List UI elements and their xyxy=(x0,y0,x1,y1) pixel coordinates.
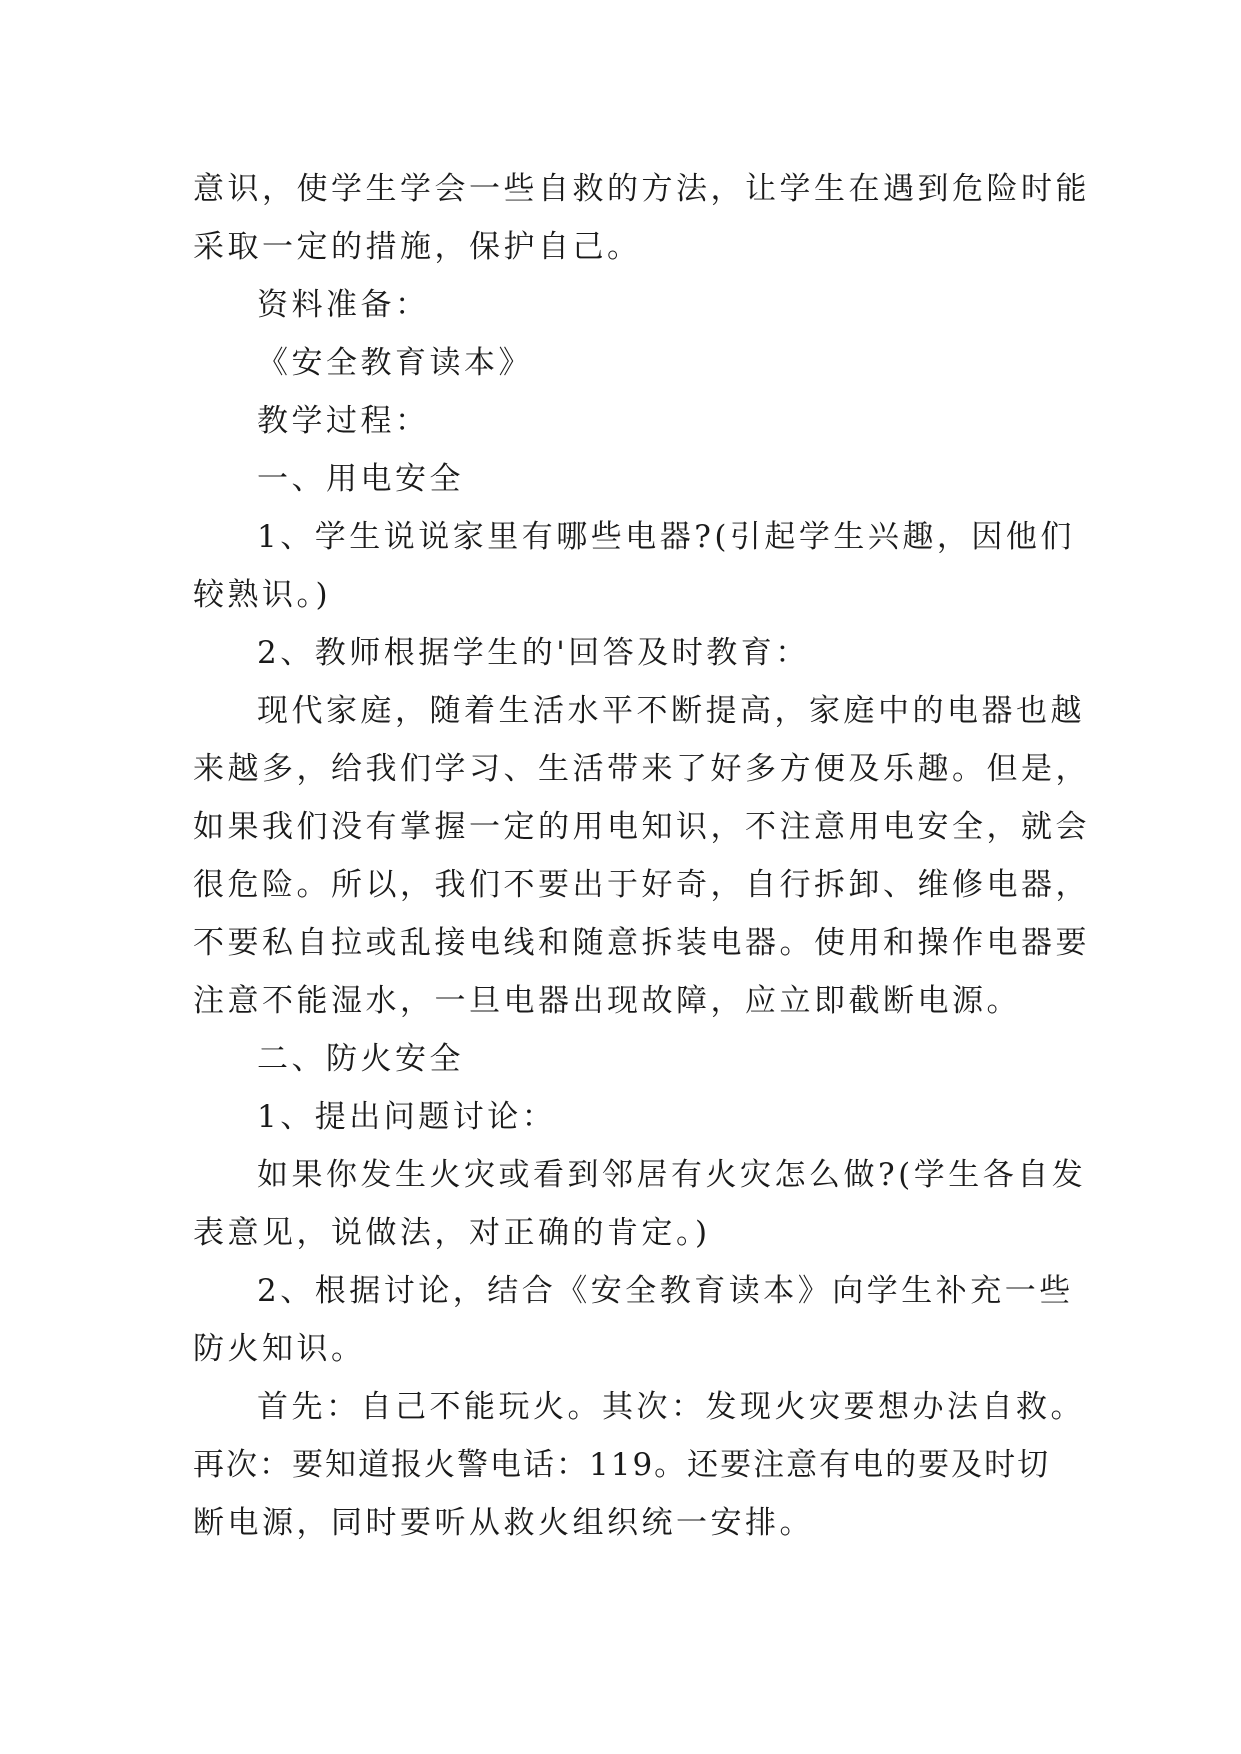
paragraph-line-7: 1、学生说说家里有哪些电器?(引起学生兴趣，因他们 xyxy=(257,519,1075,555)
paragraph-line-22: 首先：自己不能玩火。其次：发现火灾要想办法自救。 xyxy=(257,1389,1085,1425)
paragraph-line-13: 很危险。所以，我们不要出于好奇，自行拆卸、维修电器， xyxy=(193,867,1090,903)
document-body xyxy=(193,160,1090,1552)
paragraph-line-19: 表意见，说做法，对正确的肯定。) xyxy=(193,1215,711,1251)
paragraph-line-18: 如果你发生火灾或看到邻居有火灾怎么做?(学生各自发 xyxy=(257,1157,1087,1193)
paragraph-line-9: 2、教师根据学生的'回答及时教育： xyxy=(257,635,810,671)
paragraph-line-8: 较熟识。) xyxy=(193,577,332,613)
paragraph-line-2: 采取一定的措施，保护自己。 xyxy=(193,229,642,265)
paragraph-line-14: 不要私自拉或乱接电线和随意拆装电器。使用和操作电器要 xyxy=(193,925,1090,961)
paragraph-line-21: 防火知识。 xyxy=(193,1331,366,1367)
paragraph-line-24: 断电源，同时要听从救火组织统一安排。 xyxy=(193,1505,814,1541)
paragraph-line-12: 如果我们没有掌握一定的用电知识，不注意用电安全，就会 xyxy=(193,809,1090,845)
heading-electricity-safety: 一、用电安全 xyxy=(257,461,464,497)
section-label-process: 教学过程： xyxy=(257,403,430,439)
heading-fire-safety: 二、防火安全 xyxy=(257,1041,464,1077)
paragraph-line-23: 再次：要知道报火警电话：119。还要注意有电的要及时切 xyxy=(193,1447,1051,1483)
book-title: 《安全教育读本》 xyxy=(257,345,533,381)
paragraph-line-10: 现代家庭，随着生活水平不断提高，家庭中的电器也越 xyxy=(257,693,1085,729)
paragraph-line-20: 2、根据讨论，结合《安全教育读本》向学生补充一些 xyxy=(257,1273,1074,1309)
paragraph-line-11: 来越多，给我们学习、生活带来了好多方便及乐趣。但是， xyxy=(193,751,1090,787)
paragraph-line-15: 注意不能湿水，一旦电器出现故障，应立即截断电源。 xyxy=(193,983,1021,1019)
paragraph-line-1: 意识，使学生学会一些自救的方法，让学生在遇到危险时能 xyxy=(193,171,1090,207)
paragraph-line-17: 1、提出问题讨论： xyxy=(257,1099,557,1135)
section-label-materials: 资料准备： xyxy=(257,287,430,323)
